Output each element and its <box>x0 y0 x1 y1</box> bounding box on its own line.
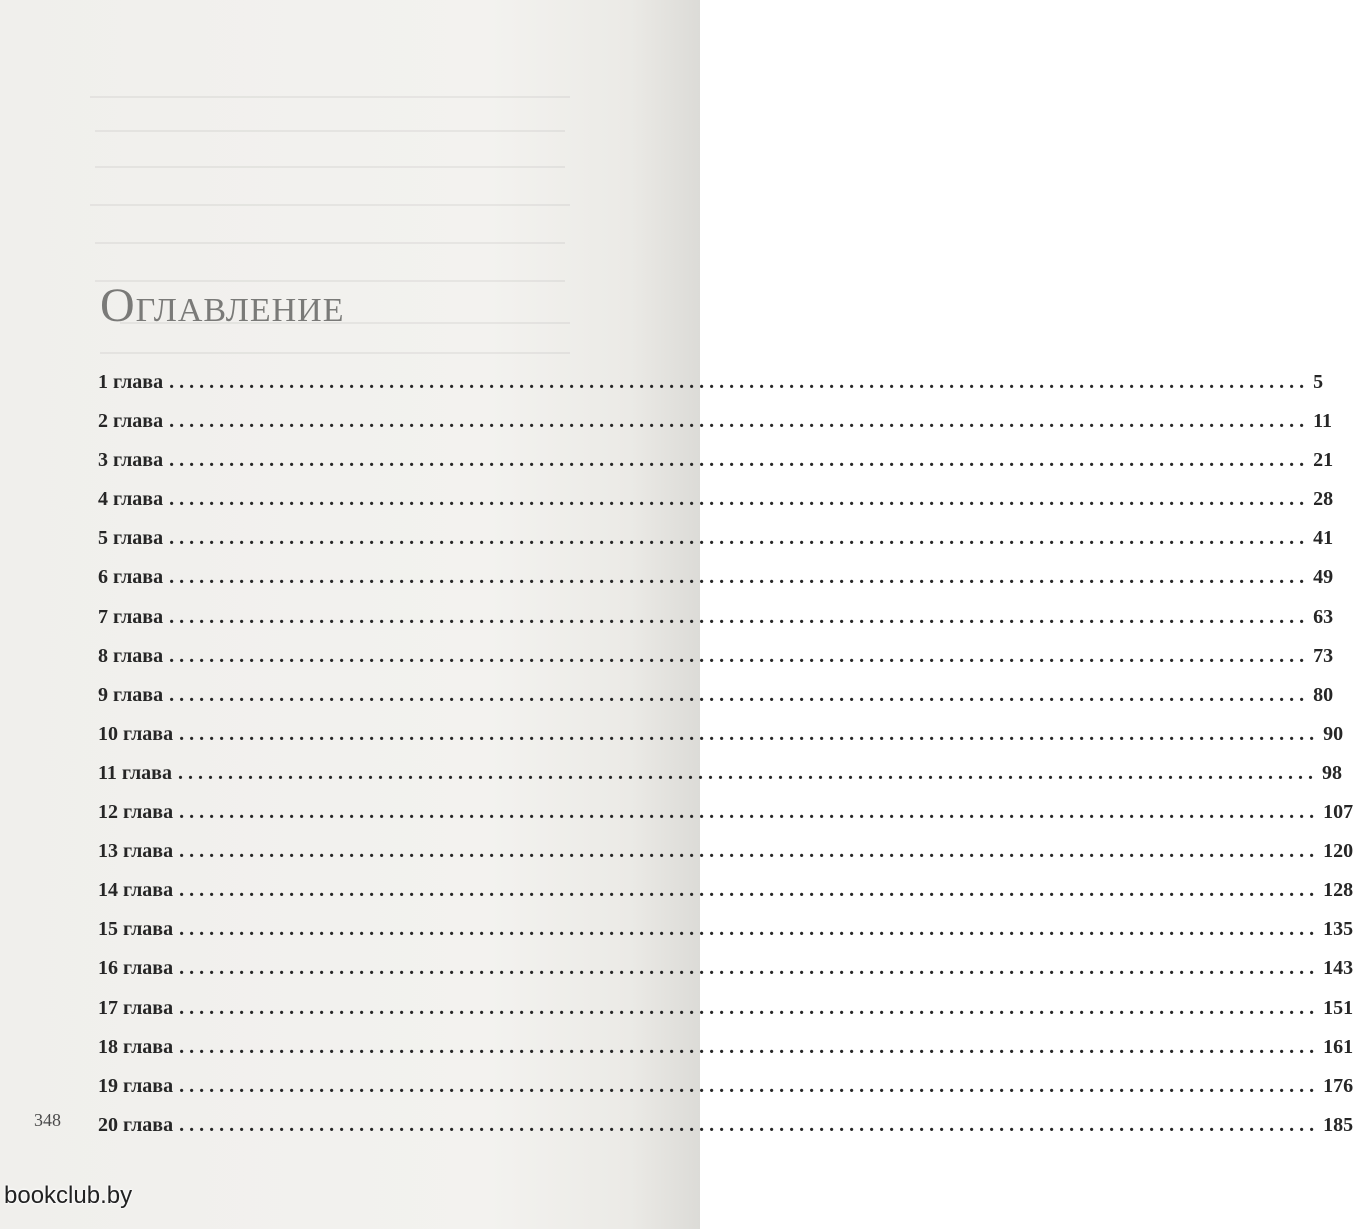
toc-entry <box>98 949 1353 988</box>
toc-page-number: 63 <box>1313 605 1334 628</box>
toc-entry <box>98 910 1353 949</box>
toc-entry <box>98 637 1334 676</box>
toc-entry <box>98 871 1353 910</box>
toc-entry <box>98 676 1334 715</box>
toc-entry <box>98 402 1332 441</box>
watermark: bookclub.by <box>4 1182 133 1209</box>
toc-chapter-label: 3 глава <box>98 449 164 472</box>
toc-page-number: 5 <box>1313 371 1324 393</box>
toc-page-number: 80 <box>1313 683 1334 706</box>
toc-page-number: 28 <box>1313 488 1334 511</box>
page-number: 348 <box>34 1110 61 1130</box>
toc-chapter-label: 18 глава <box>98 1035 174 1058</box>
toc-chapter-label: 5 глава <box>98 527 164 550</box>
dot-leader: .................................................................................................................. <box>179 1074 1320 1097</box>
dot-leader: .................................................................................................................. <box>179 957 1320 980</box>
toc-page-number: 185 <box>1323 1113 1353 1136</box>
toc-page-number: 90 <box>1323 722 1344 745</box>
toc-entry <box>98 832 1353 871</box>
toc-entry <box>98 519 1334 558</box>
toc-entry <box>98 715 1344 754</box>
dot-leader: .................................................................................................................. <box>169 488 1310 511</box>
dot-leader: .................................................................................................................. <box>179 918 1320 941</box>
toc-entry <box>98 598 1334 637</box>
toc-page-number: 161 <box>1323 1035 1353 1058</box>
dot-leader: .................................................................................................................. <box>179 879 1320 902</box>
toc-page-number: 128 <box>1323 879 1353 902</box>
toc-page-number: 120 <box>1323 840 1353 863</box>
toc-chapter-label: 14 глава <box>98 879 174 902</box>
toc-chapter-label: 6 глава <box>98 566 164 589</box>
toc-chapter-label: 12 глава <box>98 801 174 824</box>
page-title: Оглавление <box>100 279 345 332</box>
dot-leader: .................................................................................................................. <box>169 683 1310 706</box>
dot-leader: .................................................................................................................. <box>169 449 1310 472</box>
toc-entry <box>98 989 1353 1028</box>
dot-leader: .................................................................................................................. <box>169 605 1310 628</box>
toc-entry <box>98 363 1324 402</box>
toc-chapter-label: 11 глава <box>98 761 172 784</box>
dot-leader: .................................................................................................................. <box>169 644 1310 667</box>
toc-chapter-label: 7 глава <box>98 605 164 628</box>
toc-page-number: 98 <box>1321 761 1342 784</box>
toc-page-number: 176 <box>1323 1074 1353 1097</box>
toc-page-number: 41 <box>1313 527 1334 550</box>
toc-chapter-label: 8 глава <box>98 644 164 667</box>
toc-entry <box>98 1067 1353 1106</box>
toc-page-number: 135 <box>1323 918 1353 941</box>
dot-leader: .................................................................................................................. <box>179 801 1320 824</box>
dot-leader: .................................................................................................................. <box>169 410 1310 433</box>
toc-chapter-label: 9 глава <box>98 683 164 706</box>
toc-entry <box>98 480 1334 519</box>
toc-entry <box>98 441 1334 480</box>
toc-page-number: 151 <box>1323 996 1353 1019</box>
toc-entry <box>98 558 1334 597</box>
dot-leader: .................................................................................................................. <box>179 840 1320 863</box>
toc-chapter-label: 19 глава <box>98 1074 174 1097</box>
toc-chapter-label: 17 глава <box>98 996 174 1019</box>
toc-chapter-label: 20 глава <box>98 1113 174 1136</box>
toc-chapter-label: 10 глава <box>98 722 174 745</box>
toc-page-number: 49 <box>1313 566 1334 589</box>
toc-chapter-label: 4 глава <box>98 488 164 511</box>
dot-leader: .................................................................................................................. <box>179 996 1320 1019</box>
dot-leader: .................................................................................................................. <box>169 527 1310 550</box>
toc-chapter-label: 15 глава <box>98 918 174 941</box>
table-of-contents <box>98 363 1353 1145</box>
toc-chapter-label: 13 глава <box>98 840 174 863</box>
toc-page-number: 11 <box>1313 410 1332 433</box>
toc-entry <box>98 1106 1353 1145</box>
dot-leader: .................................................................................................................. <box>169 371 1310 393</box>
toc-page-number: 21 <box>1313 449 1334 472</box>
dot-leader: .................................................................................................................. <box>179 1113 1320 1136</box>
dot-leader: .................................................................................................................. <box>179 1035 1320 1058</box>
toc-entry <box>98 1028 1353 1067</box>
dot-leader: .................................................................................................................. <box>179 722 1320 745</box>
toc-chapter-label: 16 глава <box>98 957 174 980</box>
toc-chapter-label: 1 глава <box>98 371 164 393</box>
toc-entry <box>98 754 1342 793</box>
dot-leader: .................................................................................................................. <box>169 566 1310 589</box>
toc-page-number: 73 <box>1313 644 1334 667</box>
toc-page-number: 107 <box>1323 801 1353 824</box>
dot-leader: .................................................................................................................. <box>177 761 1318 784</box>
toc-chapter-label: 2 глава <box>98 410 164 433</box>
toc-page-number: 143 <box>1323 957 1353 980</box>
toc-entry <box>98 793 1353 832</box>
